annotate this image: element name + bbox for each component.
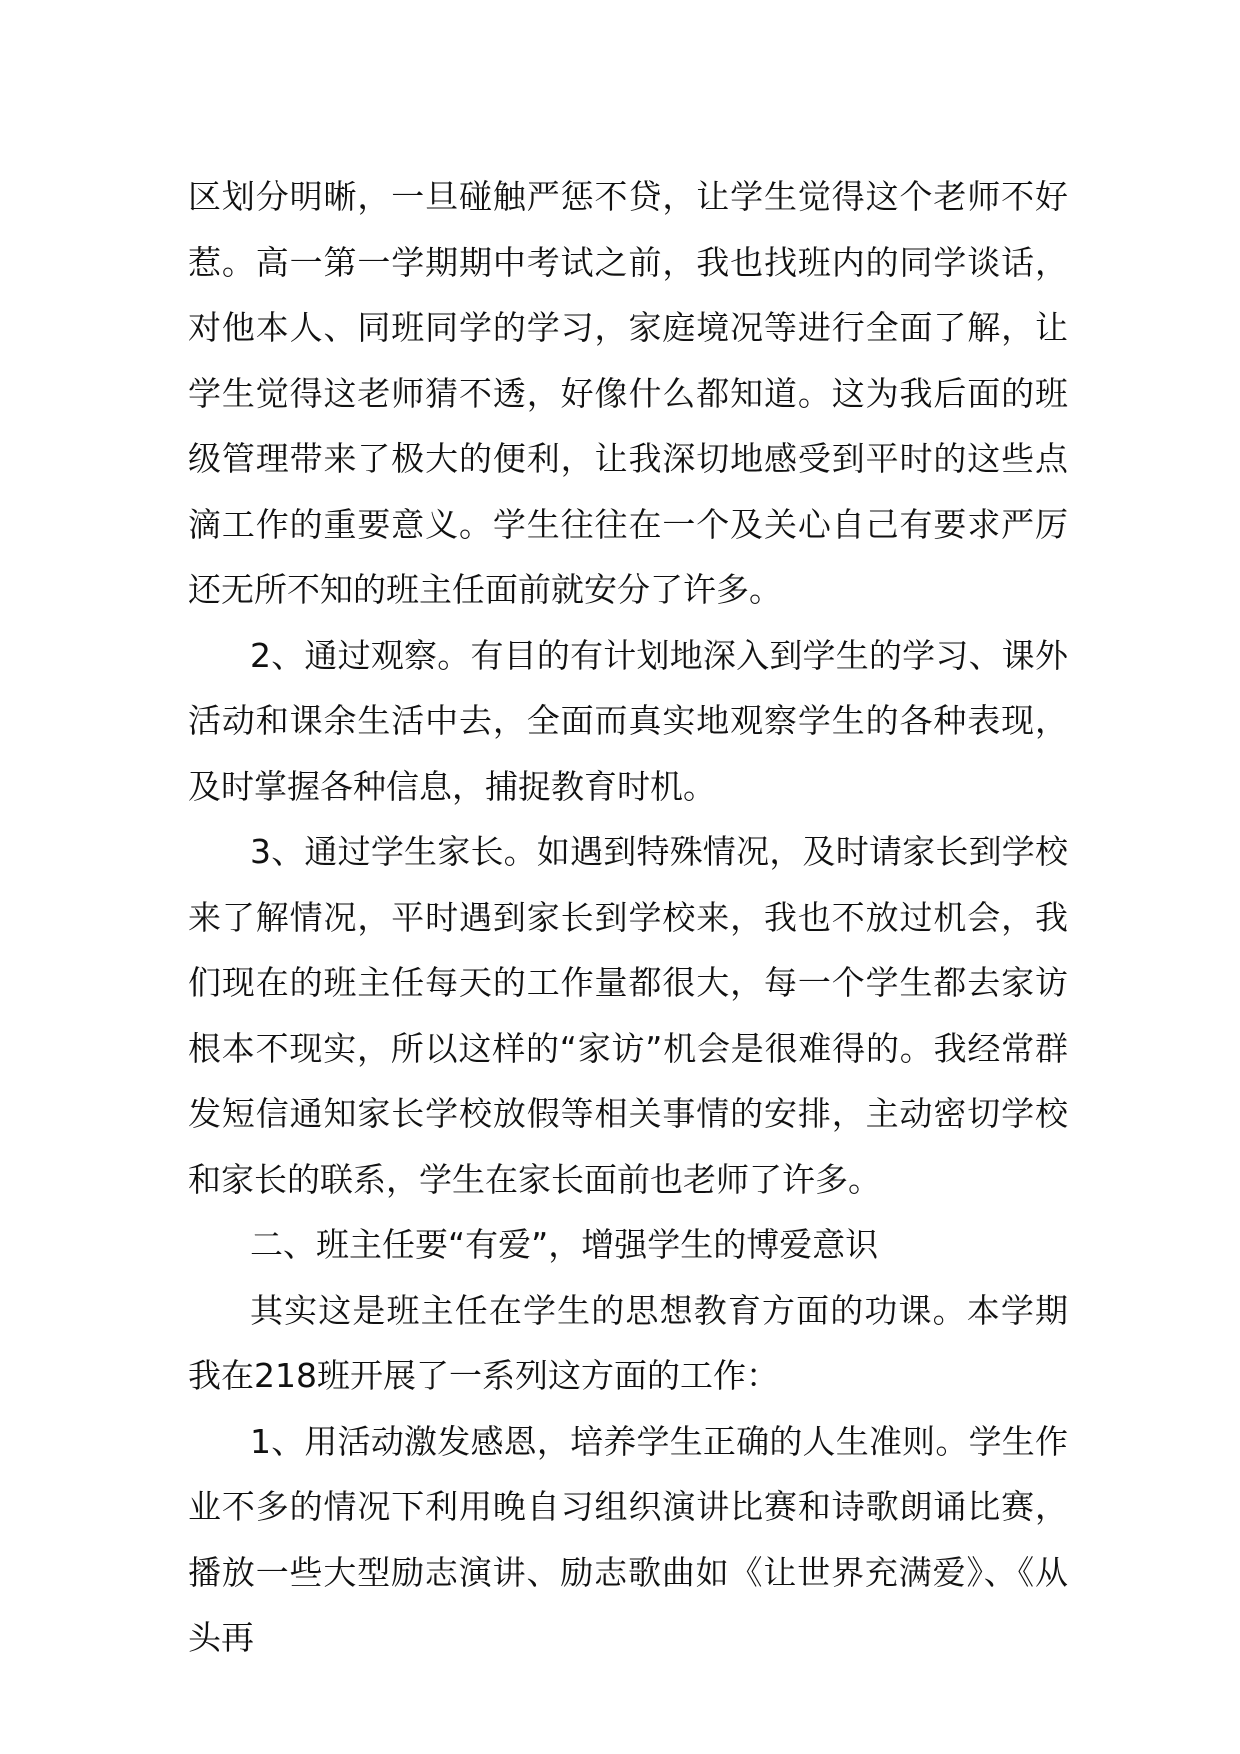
paragraph-class-218: 其实这是班主任在学生的思想教育方面的功课。本学期我在218班开展了一系列这方面的工作： xyxy=(188,1290,1068,1395)
paragraph-continuation: 区划分明晰，一旦碰触严惩不贷，让学生觉得这个老师不好惹。高一第一学期期中考试之前，我也找班内的同学谈话，对他本人、同班同学的学习，家庭境况等进行全面了解，让学生觉得这老师猜不透，好像什么都知道。这为我后面的班级管理带来了极大的便利，让我深切地感受到平时的这些点滴工作的重要意义。学生往往在一个及关心自己有要求严厉还无所不知的班主任面前就安分了许多。 xyxy=(188,177,1068,609)
paragraph-observation: 2、通过观察。有目的有计划地深入到学生的学习、课外活动和课余生活中去，全面而真实地观察学生的各种表现，及时掌握各种信息，捕捉教育时机。 xyxy=(188,635,1068,806)
paragraph-parents: 3、通过学生家长。如遇到特殊情况，及时请家长到学校来了解情况，平时遇到家长到学校来，我也不放过机会，我们现在的班主任每天的工作量都很大，每一个学生都去家访根本不现实，所以这样的“家访”机会是很难得的。我经常群发短信通知家长学校放假等相关事情的安排，主动密切学校和家长的联系，学生在家长面前也老师了许多。 xyxy=(188,832,1068,1199)
paragraph-activities: 1、用活动激发感恩，培养学生正确的人生准则。学生作业不多的情况下利用晚自习组织演讲比赛和诗歌朗诵比赛，播放一些大型励志演讲、励志歌曲如《让世界充满爱》、《从头再 xyxy=(188,1421,1068,1657)
document-body xyxy=(188,164,1068,1671)
section-heading-love: 二、班主任要“有爱”，增强学生的博爱意识 xyxy=(250,1225,879,1264)
